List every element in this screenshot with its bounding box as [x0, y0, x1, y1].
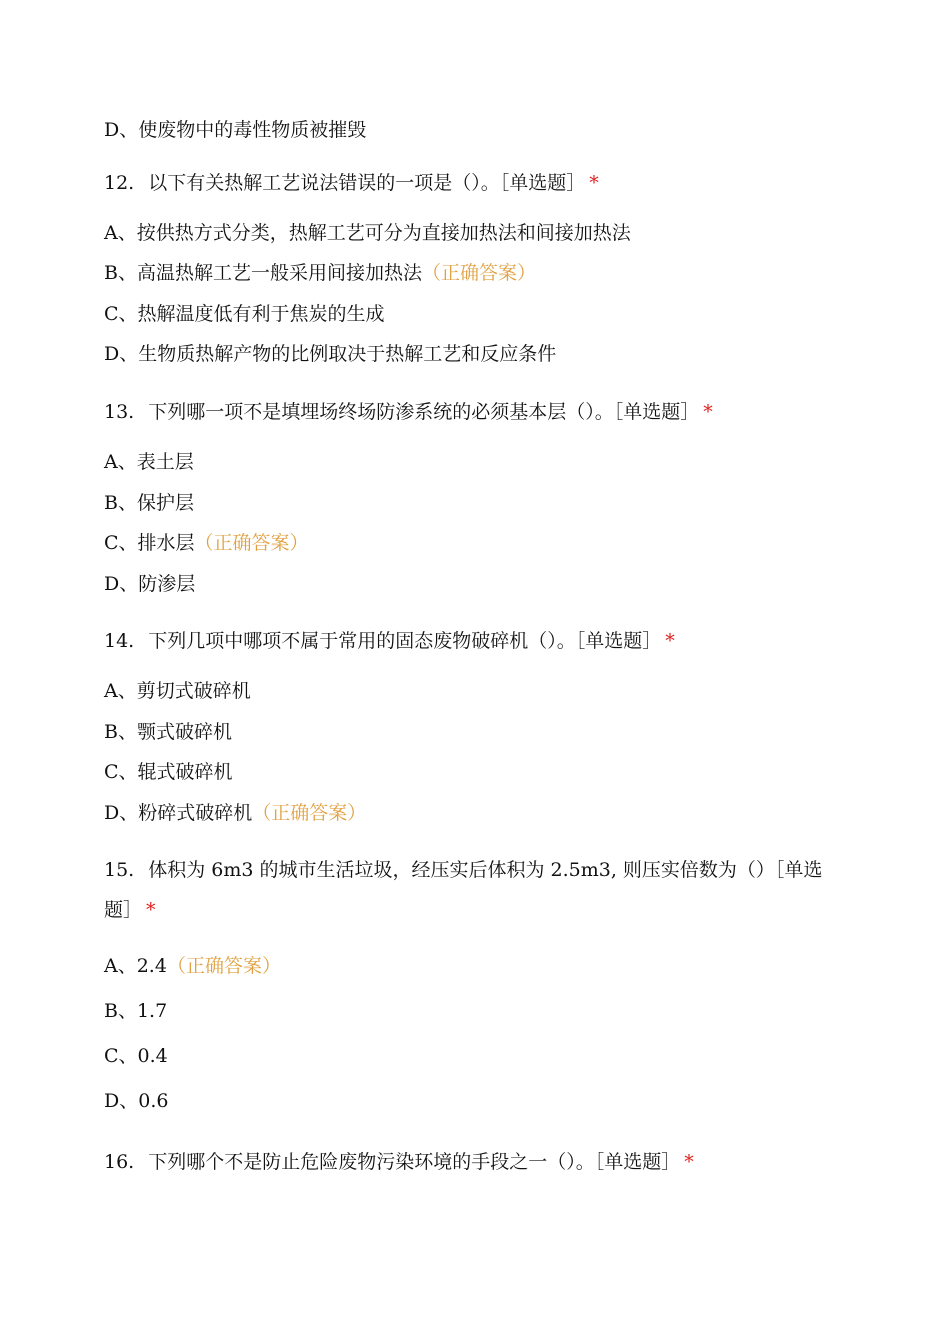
question-text: 下列几项中哪项不属于常用的固态废物破碎机（）。［单选题］: [148, 630, 662, 652]
question-line: [104, 399, 713, 425]
question-text: 体积为 6m3 的城市生活垃圾，经压实后体积为 2.5m3, 则压实倍数为（）［单选题］: [104, 859, 823, 921]
option-text: C、热解温度低有利于焦炭的生成: [104, 303, 385, 325]
option-line: [104, 449, 194, 475]
required-star: *: [665, 630, 675, 652]
option-line: [104, 678, 251, 704]
option-line: [104, 953, 281, 979]
question-line: [104, 628, 675, 654]
option-text: B、1.7: [104, 1000, 168, 1022]
question-line: [104, 1149, 694, 1175]
option-text: A、按供热方式分类，热解工艺可分为直接加热法和间接加热法: [104, 222, 631, 244]
question-text: 下列哪一项不是填埋场终场防渗系统的必须基本层（）。［单选题］: [148, 401, 700, 423]
correct-answer-tag: （正确答案）: [421, 262, 536, 284]
option-text: C、0.4: [104, 1045, 168, 1067]
option-text: B、颚式破碎机: [104, 721, 232, 743]
option-text: D、粉碎式破碎机: [104, 802, 253, 824]
option-line: [104, 759, 233, 785]
option-line: [104, 530, 309, 556]
question-number: 13.: [104, 401, 135, 423]
option-line: [104, 220, 631, 246]
option-line: [104, 719, 232, 745]
option-text: A、2.4: [104, 955, 167, 977]
option-text: C、辊式破碎机: [104, 761, 233, 783]
correct-answer-tag: （正确答案）: [252, 802, 367, 824]
required-star: *: [589, 172, 599, 194]
option-text: D、生物质热解产物的比例取决于热解工艺和反应条件: [104, 343, 557, 365]
question-line: [104, 170, 599, 196]
question-text: 下列哪个不是防止危险废物污染环境的手段之一（）。［单选题］: [148, 1151, 681, 1173]
correct-answer-tag: （正确答案）: [166, 955, 281, 977]
option-line: [104, 260, 536, 286]
option-text: A、表土层: [104, 451, 194, 473]
option-line: [104, 341, 556, 367]
option-line: [104, 117, 366, 143]
option-line: [104, 571, 195, 597]
correct-answer-tag: （正确答案）: [194, 532, 309, 554]
question-number: 12.: [104, 172, 135, 194]
option-text: D、使废物中的毒性物质被摧毁: [104, 119, 367, 141]
question-number: 14.: [104, 630, 135, 652]
option-line: [104, 800, 366, 826]
question-number: 15.: [104, 859, 135, 881]
option-text: B、高温热解工艺一般采用间接加热法: [104, 262, 422, 284]
option-text: A、剪切式破碎机: [104, 680, 251, 702]
option-text: D、0.6: [104, 1090, 169, 1112]
required-star: *: [684, 1151, 694, 1173]
option-text: C、排水层: [104, 532, 195, 554]
question-number: 16.: [104, 1151, 135, 1173]
option-text: B、保护层: [104, 492, 194, 514]
required-star: *: [703, 401, 713, 423]
option-line: [104, 1088, 168, 1114]
required-star: *: [146, 899, 156, 921]
option-line: [104, 301, 385, 327]
option-line: [104, 998, 167, 1024]
question-text: 以下有关热解工艺说法错误的一项是（）。［单选题］: [148, 172, 586, 194]
option-text: D、防渗层: [104, 573, 196, 595]
option-line: [104, 490, 194, 516]
option-line: [104, 1043, 168, 1069]
question-line: [104, 850, 844, 930]
